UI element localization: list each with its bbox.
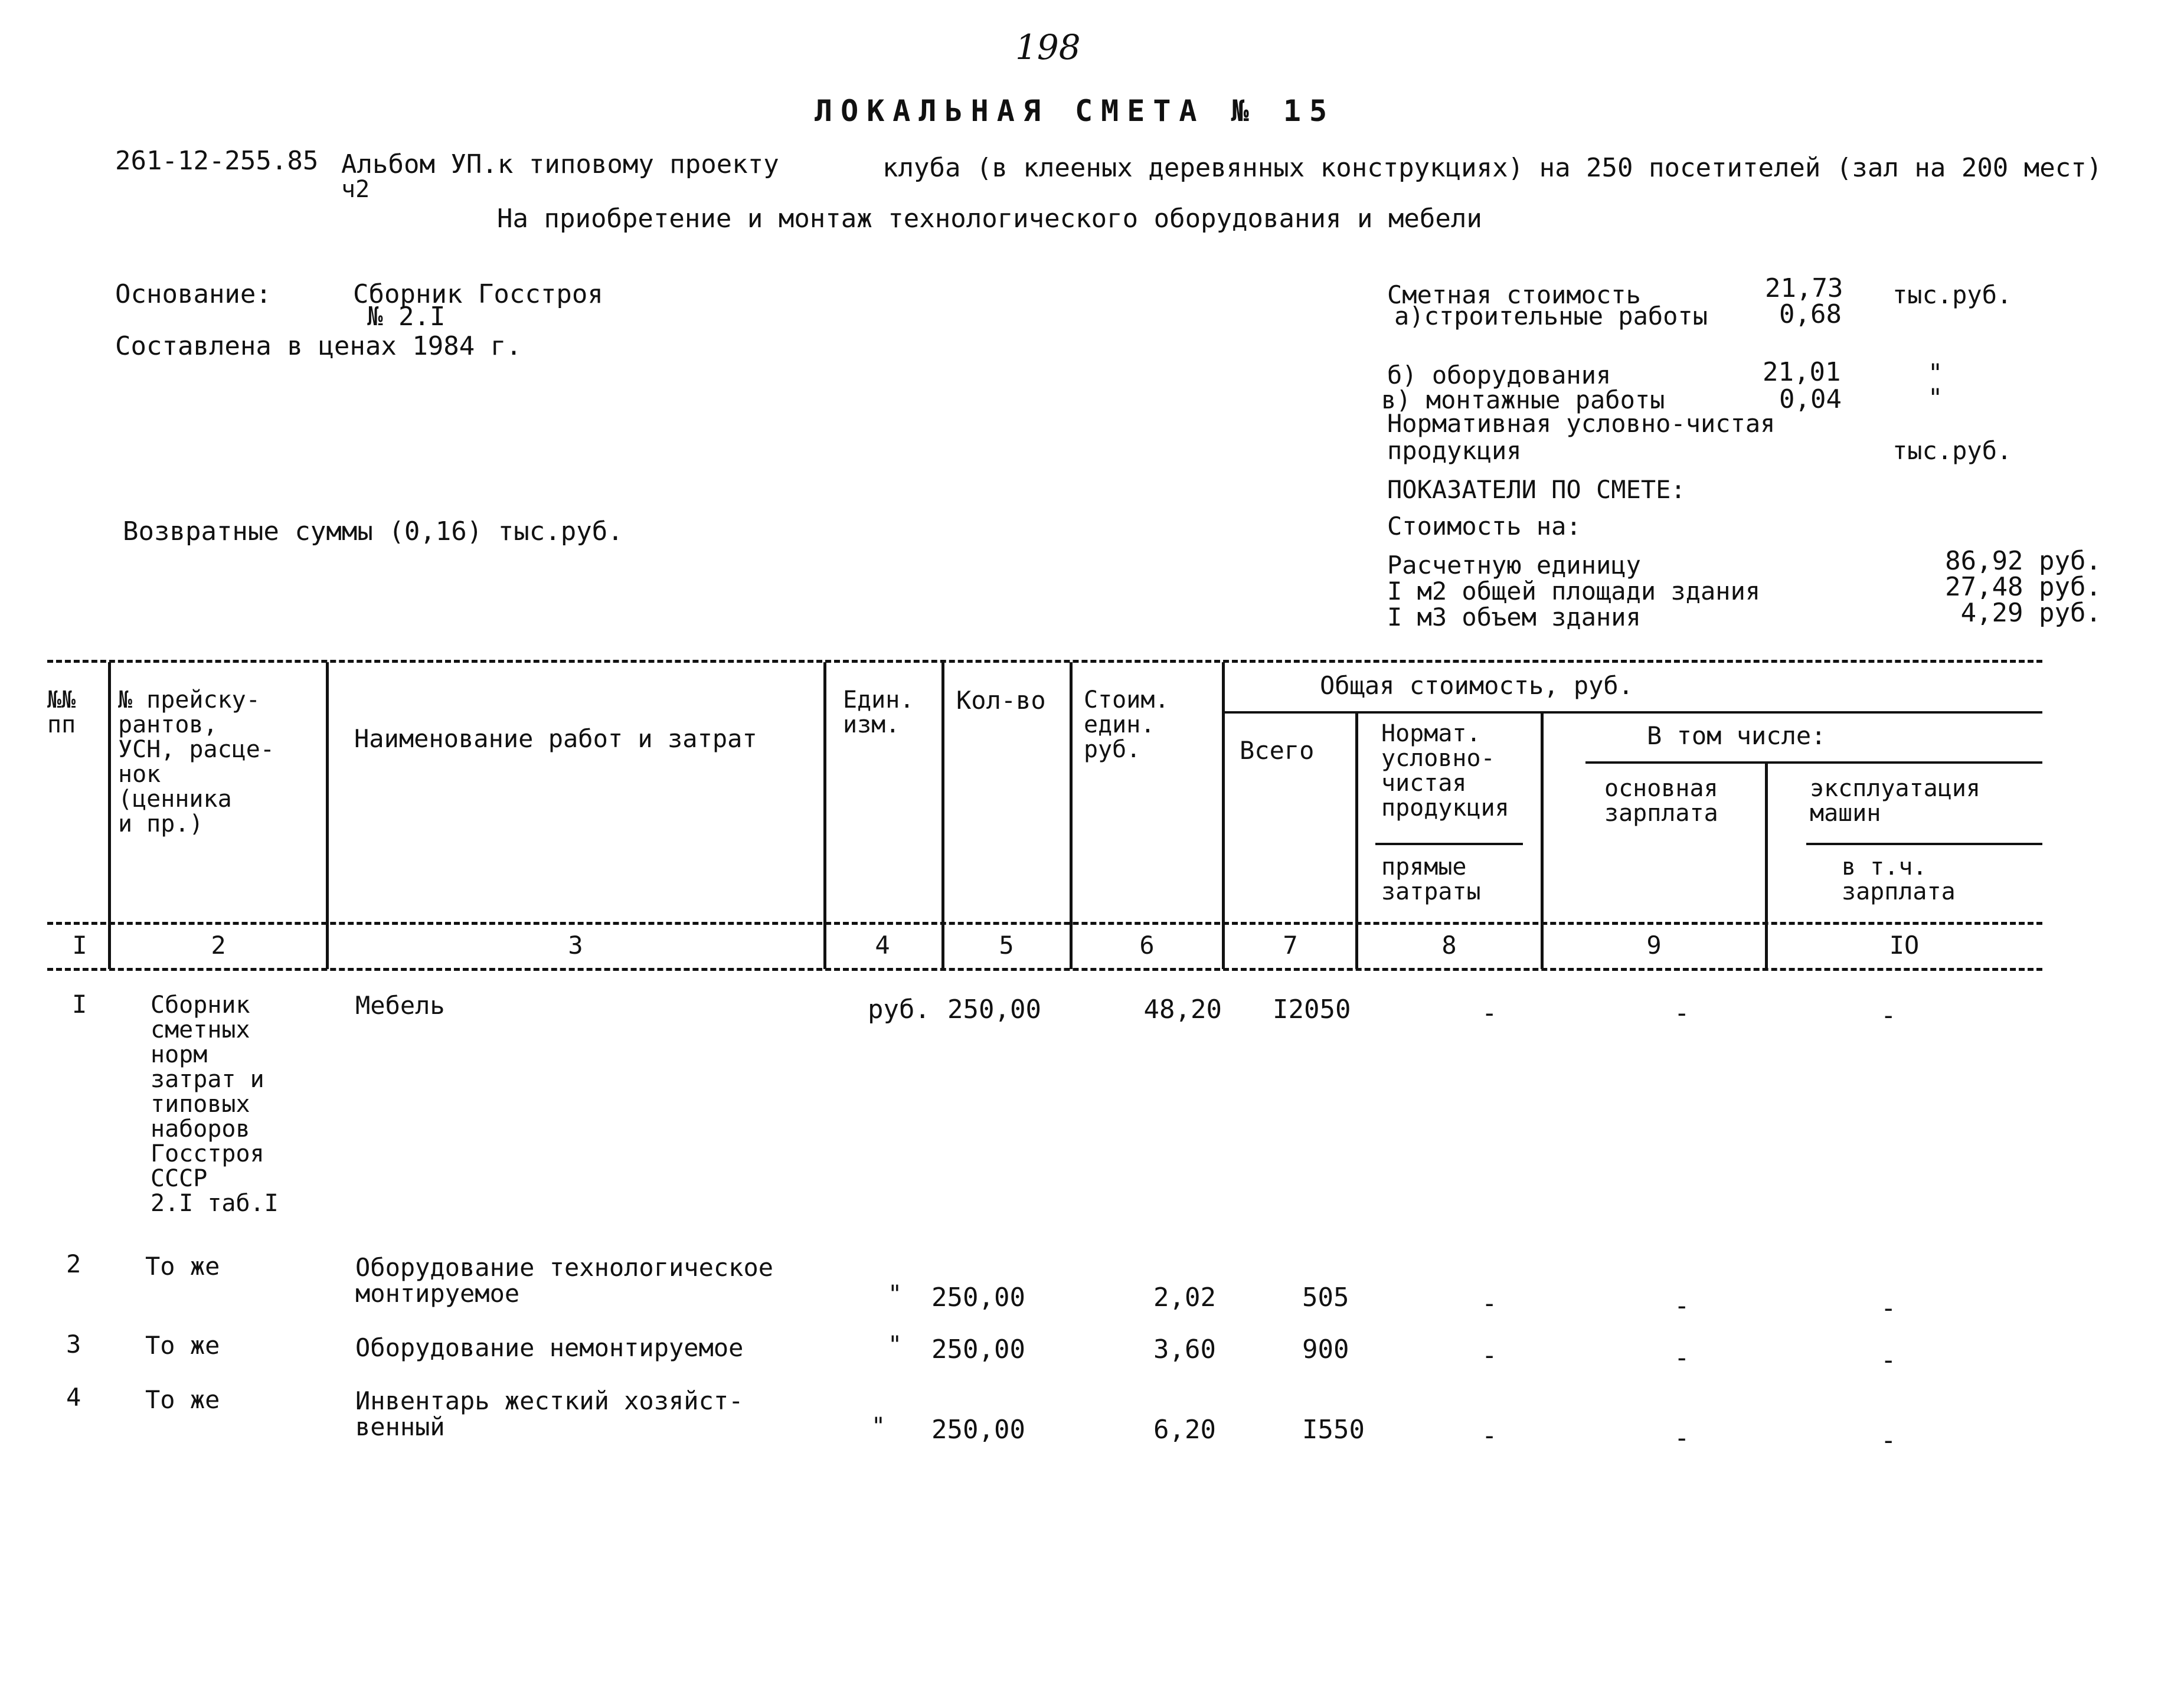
header-col3: Наименование работ и затрат <box>354 724 757 753</box>
project-object: клуба (в клееных деревянных конструкциях) на 250 посетителей (зал на 200 мест) <box>882 153 2103 183</box>
row4-name: Инвентарь жесткий хозяйст- венный <box>355 1386 744 1442</box>
header-col10-bottom: в т.ч. зарплата <box>1842 853 1956 905</box>
per-unit-value: 86,92 руб. <box>1945 546 2101 576</box>
colnum-7: 7 <box>1283 931 1298 960</box>
incl-group-rule <box>1585 761 2042 764</box>
per-m2-value: 27,48 руб. <box>1945 572 2101 602</box>
row4-unit: " <box>871 1413 886 1440</box>
header-col6: Стоим. един. руб. <box>1084 686 1169 763</box>
project-album: Альбом УП.к типовому проекту <box>341 149 779 179</box>
basis-prices: Составлена в ценах 1984 г. <box>115 331 522 361</box>
row1-no: I <box>72 990 87 1019</box>
estimated-cost-value: 21,73 <box>1765 273 1843 303</box>
row1-machines: - <box>1881 1000 1897 1030</box>
indicators-label: ПОКАЗАТЕЛИ ПО СМЕТЕ: <box>1387 475 1686 504</box>
col-sep-4 <box>941 662 944 969</box>
row4-qty: 250,00 <box>931 1415 1025 1445</box>
row1-name: Мебель <box>355 991 445 1020</box>
header-col5: Кол-во <box>956 686 1046 715</box>
col-sep-9 <box>1765 761 1768 969</box>
row4-normative: - <box>1482 1421 1498 1451</box>
row3-no: 3 <box>66 1330 81 1359</box>
header-col2: № прейску- рантов, УСН, расце- нок (ценника и пр.) <box>118 686 274 837</box>
per-unit-label: Расчетную единицу <box>1387 551 1641 580</box>
cost-for-label: Стоимость на: <box>1387 512 1581 541</box>
header-col9: основная зарплата <box>1604 775 1718 827</box>
table-numbers-rule <box>47 968 2042 971</box>
row3-unit: " <box>888 1331 903 1359</box>
col10-split-rule <box>1806 843 2042 845</box>
col-sep-6 <box>1222 662 1225 969</box>
row1-total: I2050 <box>1273 994 1351 1025</box>
row3-qty: 250,00 <box>931 1334 1025 1365</box>
returnable-sums: Возвратные суммы (0,16) тыс.руб. <box>123 516 623 547</box>
row1-salary: - <box>1674 998 1690 1028</box>
document-subtitle: На приобретение и монтаж технологического оборудования и мебели <box>497 204 1482 234</box>
row2-no: 2 <box>66 1249 81 1278</box>
header-incl-group: В том числе: <box>1647 721 1826 750</box>
row2-normative: - <box>1482 1288 1498 1318</box>
installation-label: в) монтажные работы <box>1381 385 1665 414</box>
document-title: ЛОКАЛЬНАЯ СМЕТА № 15 <box>815 94 1336 128</box>
row2-unit: " <box>888 1281 903 1308</box>
per-m2-label: I м2 общей площади здания <box>1387 577 1761 606</box>
header-col1: №№ пп <box>47 686 76 738</box>
col-sep-1 <box>108 662 111 969</box>
estimated-cost-label: Сметная стоимость <box>1387 280 1641 309</box>
colnum-2: 2 <box>211 931 226 960</box>
row3-total: 900 <box>1302 1334 1349 1365</box>
colnum-8: 8 <box>1441 931 1457 960</box>
installation-unit: " <box>1928 383 1943 412</box>
header-total-group: Общая стоимость, руб. <box>1320 671 1634 700</box>
row2-total: 505 <box>1302 1282 1349 1313</box>
colnum-10: IO <box>1889 931 1920 960</box>
basis-source-number: № 2.I <box>367 302 446 332</box>
header-col4: Един. изм. <box>843 686 914 738</box>
colnum-3: 3 <box>568 931 583 960</box>
col-sep-5 <box>1070 662 1073 969</box>
row4-source: То же <box>145 1385 220 1414</box>
per-m3-label: I м3 объем здания <box>1387 603 1641 631</box>
row1-normative: - <box>1482 998 1498 1028</box>
col-sep-8 <box>1541 711 1544 969</box>
per-m3-value: 4,29 руб. <box>1960 598 2101 628</box>
row3-price: 3,60 <box>1153 1334 1216 1365</box>
col-sep-2 <box>326 662 329 969</box>
header-col8-top: Нормат. условно- чистая продукция <box>1381 720 1509 822</box>
colnum-1: I <box>72 931 87 960</box>
row4-salary: - <box>1674 1423 1690 1453</box>
row2-source: То же <box>145 1252 220 1281</box>
colnum-4: 4 <box>875 931 890 960</box>
header-col8-bottom: прямые затраты <box>1381 853 1481 905</box>
equipment-label: б) оборудования <box>1387 361 1611 390</box>
col-sep-7 <box>1355 711 1358 969</box>
row2-price: 2,02 <box>1153 1282 1216 1313</box>
row4-price: 6,20 <box>1153 1415 1216 1445</box>
row3-salary: - <box>1674 1343 1690 1373</box>
project-code: 261-12-255.85 <box>115 146 319 176</box>
installation-value: 0,04 <box>1779 384 1842 414</box>
header-col7: Всего <box>1240 736 1315 765</box>
row2-salary: - <box>1674 1291 1690 1321</box>
table-top-rule <box>47 660 2042 663</box>
equipment-unit: " <box>1928 358 1943 387</box>
project-part: ч2 <box>341 176 370 203</box>
col-sep-3 <box>823 662 826 969</box>
row2-name: Оборудование технологическое монтируемое <box>355 1253 774 1308</box>
table-header-rule <box>47 922 2042 925</box>
equipment-value: 21,01 <box>1763 357 1841 387</box>
row1-unit: руб. <box>868 994 930 1025</box>
basis-label: Основание: <box>115 279 272 309</box>
page-number: 198 <box>1015 27 1081 67</box>
row3-machines: - <box>1881 1345 1897 1375</box>
row3-source: То же <box>145 1331 220 1360</box>
header-col10-top: эксплуатация машин <box>1810 775 1980 827</box>
estimated-cost-unit: тыс.руб. <box>1892 280 2012 309</box>
row1-source: Сборник сметных норм затрат и типовых наборов Госстроя СССР 2.I таб.I <box>151 992 279 1217</box>
row2-qty: 250,00 <box>931 1282 1025 1313</box>
row1-qty: 250,00 <box>947 994 1041 1025</box>
row4-no: 4 <box>66 1383 81 1412</box>
normative-unit: тыс.руб. <box>1892 436 2012 465</box>
colnum-5: 5 <box>999 931 1014 960</box>
construction-value: 0,68 <box>1779 299 1842 329</box>
row4-machines: - <box>1881 1425 1897 1455</box>
colnum-6: 6 <box>1139 931 1155 960</box>
row3-name: Оборудование немонтируемое <box>355 1333 744 1362</box>
row2-machines: - <box>1881 1293 1897 1323</box>
total-group-rule <box>1222 711 2042 714</box>
normative-label-2: продукция <box>1387 436 1522 465</box>
row1-price: 48,20 <box>1143 994 1222 1025</box>
construction-label: а)строительные работы <box>1394 302 1708 331</box>
row3-normative: - <box>1482 1340 1498 1370</box>
basis-source: Сборник Госстроя <box>353 279 603 309</box>
normative-label: Нормативная условно-чистая <box>1387 409 1776 438</box>
colnum-9: 9 <box>1646 931 1662 960</box>
col8-split-rule <box>1375 843 1523 845</box>
row4-total: I550 <box>1302 1415 1365 1445</box>
